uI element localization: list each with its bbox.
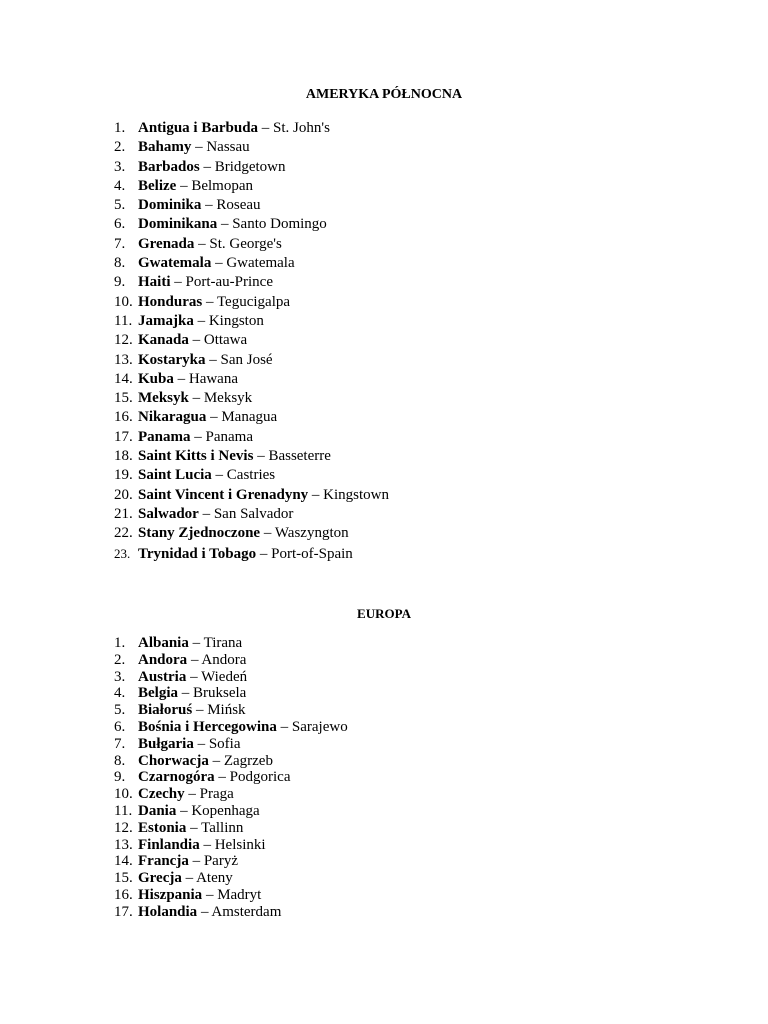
list-item: 1. Albania – Tirana xyxy=(114,635,243,651)
capital-name: Roseau xyxy=(216,197,261,214)
item-number: 16. xyxy=(114,409,133,426)
country-name: Stany Zjednoczone xyxy=(138,525,261,542)
item-number: 8. xyxy=(114,255,126,272)
item-number: 12. xyxy=(114,819,133,836)
capital-name: Ateny xyxy=(196,870,233,887)
capital-name: Kingstown xyxy=(323,486,390,503)
capital-name: Kingston xyxy=(208,312,264,329)
country-name: Estonia xyxy=(138,819,187,836)
capital-name: Castries xyxy=(226,467,276,484)
section-heading-europe: EUROPA xyxy=(357,606,411,621)
capital-name: Sarajewo xyxy=(291,718,348,735)
item-number: 10. xyxy=(114,786,133,803)
item-number: 10. xyxy=(114,293,133,310)
country-name: Honduras xyxy=(138,293,203,310)
item-number: 13. xyxy=(114,836,133,853)
country-name: Czarnogóra xyxy=(138,769,215,786)
item-number: 17. xyxy=(114,428,133,445)
country-name: Grecja xyxy=(138,870,182,887)
country-name: Kuba xyxy=(138,370,174,387)
capital-name: Praga xyxy=(199,786,234,803)
list-item: 15. Meksyk – Meksyk xyxy=(114,389,389,408)
list-item: 1. Antigua i Barbuda – St. John's xyxy=(114,119,389,138)
item-number: 19. xyxy=(114,467,133,484)
capital-name: Belmopan xyxy=(191,177,253,194)
country-name: Dominikana xyxy=(138,216,218,233)
capital-name: Hawana xyxy=(188,370,238,387)
country-name: Dania xyxy=(138,802,177,819)
list-item: 3. Austria – Wiedeń xyxy=(114,668,248,685)
list-item: 6. Dominikana – Santo Domingo xyxy=(114,215,389,234)
list-item: 4. Belize – Belmopan xyxy=(114,177,389,196)
country-name: Bośnia i Hercegowina xyxy=(138,718,277,735)
item-number: 1. xyxy=(114,635,126,651)
item-number: 3. xyxy=(114,158,126,175)
list-item: 2. Andora – Andora xyxy=(114,651,247,668)
country-name: Andora xyxy=(138,651,188,668)
country-name: Dominika xyxy=(138,197,202,214)
capital-name: Helsinki xyxy=(214,836,266,853)
country-name: Austria xyxy=(138,668,187,685)
list-item: 11. Dania – Kopenhaga xyxy=(114,802,260,819)
capital-name: St. George's xyxy=(209,235,282,252)
list-item: 14. Francja – Paryż xyxy=(114,853,238,870)
north-america-list xyxy=(114,119,389,563)
capital-name: Basseterre xyxy=(268,448,331,465)
item-number: 7. xyxy=(114,735,126,752)
list-item: 9. Czarnogóra – Podgorica xyxy=(114,769,291,786)
item-number: 14. xyxy=(114,853,133,870)
country-name: Bahamy xyxy=(138,139,192,156)
country-name: Saint Kitts i Nevis xyxy=(138,448,254,465)
list-item: 16. Hiszpania – Madryt xyxy=(114,886,262,903)
list-item: 5. Dominika – Roseau xyxy=(114,196,389,215)
list-item: 20. Saint Vincent i Grenadyny – Kingstown xyxy=(114,486,389,505)
list-item: 10. Honduras – Tegucigalpa xyxy=(114,293,389,312)
country-name: Kanada xyxy=(138,332,189,349)
country-name: Gwatemala xyxy=(138,255,212,272)
list-item: 7. Grenada – St. George's xyxy=(114,235,389,254)
capital-name: Meksyk xyxy=(203,390,253,407)
country-name: Salwador xyxy=(138,505,199,522)
list-item: 17. Holandia – Amsterdam xyxy=(114,903,282,920)
capital-name: Wiedeń xyxy=(201,668,248,685)
capital-name: Sofia xyxy=(208,735,241,752)
list-item: 22. Stany Zjednoczone – Waszyngton xyxy=(114,524,389,543)
capital-name: Tirana xyxy=(203,635,243,651)
capital-name: Waszyngton xyxy=(274,525,349,542)
list-item: 11. Jamajka – Kingston xyxy=(114,312,389,331)
capital-name: Managua xyxy=(221,409,278,426)
list-item: 13. Finlandia – Helsinki xyxy=(114,836,266,853)
capital-name: Panama xyxy=(205,428,253,445)
capital-name: Santo Domingo xyxy=(232,216,327,233)
list-item: 21. Salwador – San Salvador xyxy=(114,505,389,524)
item-number: 9. xyxy=(114,769,126,786)
capital-name: Mińsk xyxy=(207,702,246,719)
country-name: Panama xyxy=(138,428,191,445)
item-number: 5. xyxy=(114,702,126,719)
item-number: 16. xyxy=(114,886,133,903)
item-number: 15. xyxy=(114,870,133,887)
item-number: 22. xyxy=(114,525,133,542)
country-name: Antigua i Barbuda xyxy=(138,120,259,136)
capital-name: Paryż xyxy=(203,853,238,870)
capital-name: San José xyxy=(220,351,273,368)
country-name: Bułgaria xyxy=(138,735,194,752)
item-number: 2. xyxy=(114,139,126,156)
list-item: 8. Chorwacja – Zagrzeb xyxy=(114,752,273,769)
item-number: 6. xyxy=(114,718,126,735)
country-name: Barbados xyxy=(138,158,200,175)
country-name: Grenada xyxy=(138,235,195,252)
list-item: 10. Czechy – Praga xyxy=(114,786,234,803)
capital-name: San Salvador xyxy=(213,505,294,522)
capital-name: Andora xyxy=(201,651,247,668)
capital-name: Kopenhaga xyxy=(191,802,260,819)
country-name: Saint Vincent i Grenadyny xyxy=(138,486,309,503)
item-number: 4. xyxy=(114,685,126,702)
item-number: 20. xyxy=(114,486,133,503)
list-item: 13. Kostaryka – San José xyxy=(114,351,389,370)
list-item: 16. Nikaragua – Managua xyxy=(114,408,389,427)
item-number: 21. xyxy=(114,505,133,522)
capital-name: Tallinn xyxy=(201,819,244,836)
item-number: 4. xyxy=(114,177,126,194)
capital-name: Port-au-Prince xyxy=(185,274,273,291)
country-name: Meksyk xyxy=(138,390,189,407)
item-number: 8. xyxy=(114,752,126,769)
capital-name: Port-of-Spain xyxy=(271,545,353,562)
list-item: 18. Saint Kitts i Nevis – Basseterre xyxy=(114,447,389,466)
item-number: 18. xyxy=(114,448,133,465)
list-item: 7. Bułgaria – Sofia xyxy=(114,735,241,752)
item-number: 11. xyxy=(114,802,133,819)
list-item: 19. Saint Lucia – Castries xyxy=(114,466,389,485)
list-item: 12. Estonia – Tallinn xyxy=(114,819,244,836)
item-number: 14. xyxy=(114,370,133,387)
item-number: 11. xyxy=(114,312,133,329)
item-number: 15. xyxy=(114,390,133,407)
capital-name: Podgorica xyxy=(229,769,291,786)
list-item: 15. Grecja – Ateny xyxy=(114,870,233,887)
list-item: 3. Barbados – Bridgetown xyxy=(114,158,389,177)
capital-name: Bridgetown xyxy=(214,158,286,175)
list-item: 17. Panama – Panama xyxy=(114,428,389,447)
country-name: Saint Lucia xyxy=(138,467,212,484)
list-item: 8. Gwatemala – Gwatemala xyxy=(114,254,389,273)
item-number: 6. xyxy=(114,216,126,233)
country-name: Czechy xyxy=(138,786,185,803)
item-number: 17. xyxy=(114,903,133,920)
list-item: 5. Białoruś – Mińsk xyxy=(114,702,246,719)
capital-name: Ottawa xyxy=(203,332,248,349)
country-name: Trynidad i Tobago xyxy=(138,545,257,562)
list-item: 9. Haiti – Port-au-Prince xyxy=(114,273,389,292)
capital-name: St. John's xyxy=(273,120,330,136)
country-name: Hiszpania xyxy=(138,886,203,903)
country-name: Białoruś xyxy=(138,702,193,719)
item-number: 5. xyxy=(114,197,126,214)
country-name: Jamajka xyxy=(138,312,194,329)
europe-list xyxy=(114,635,348,921)
country-name: Belize xyxy=(138,177,177,194)
country-name: Albania xyxy=(138,635,189,651)
item-number: 2. xyxy=(114,651,126,668)
capital-name: Bruksela xyxy=(193,685,247,702)
country-name: Finlandia xyxy=(138,836,200,853)
item-number: 23. xyxy=(114,545,131,561)
capital-name: Gwatemala xyxy=(226,255,295,272)
capital-name: Madryt xyxy=(217,886,262,903)
item-number: 9. xyxy=(114,274,126,291)
list-item: 23. Trynidad i Tobago – Port-of-Spain xyxy=(114,545,353,562)
country-name: Francja xyxy=(138,853,189,870)
country-name: Chorwacja xyxy=(138,752,209,769)
capital-name: Amsterdam xyxy=(211,903,282,920)
country-name: Holandia xyxy=(138,903,198,920)
item-number: 13. xyxy=(114,351,133,368)
list-item: 4. Belgia – Bruksela xyxy=(114,685,247,702)
list-item: 6. Bośnia i Hercegowina – Sarajewo xyxy=(114,718,348,735)
country-name: Kostaryka xyxy=(138,351,206,368)
item-number: 3. xyxy=(114,668,126,685)
country-name: Belgia xyxy=(138,685,178,702)
country-name: Haiti xyxy=(138,274,171,291)
list-item: 2. Bahamy – Nassau xyxy=(114,138,389,157)
item-number: 7. xyxy=(114,235,126,252)
capital-name: Tegucigalpa xyxy=(216,293,291,310)
list-item: 14. Kuba – Hawana xyxy=(114,370,389,389)
item-number: 12. xyxy=(114,332,133,349)
capital-name: Nassau xyxy=(206,139,250,156)
capital-name: Zagrzeb xyxy=(223,752,273,769)
country-name: Nikaragua xyxy=(138,409,207,426)
item-number: 1. xyxy=(114,120,126,136)
list-item: 12. Kanada – Ottawa xyxy=(114,331,389,350)
section-heading-north-america: AMERYKA PÓŁNOCNA xyxy=(305,87,463,102)
